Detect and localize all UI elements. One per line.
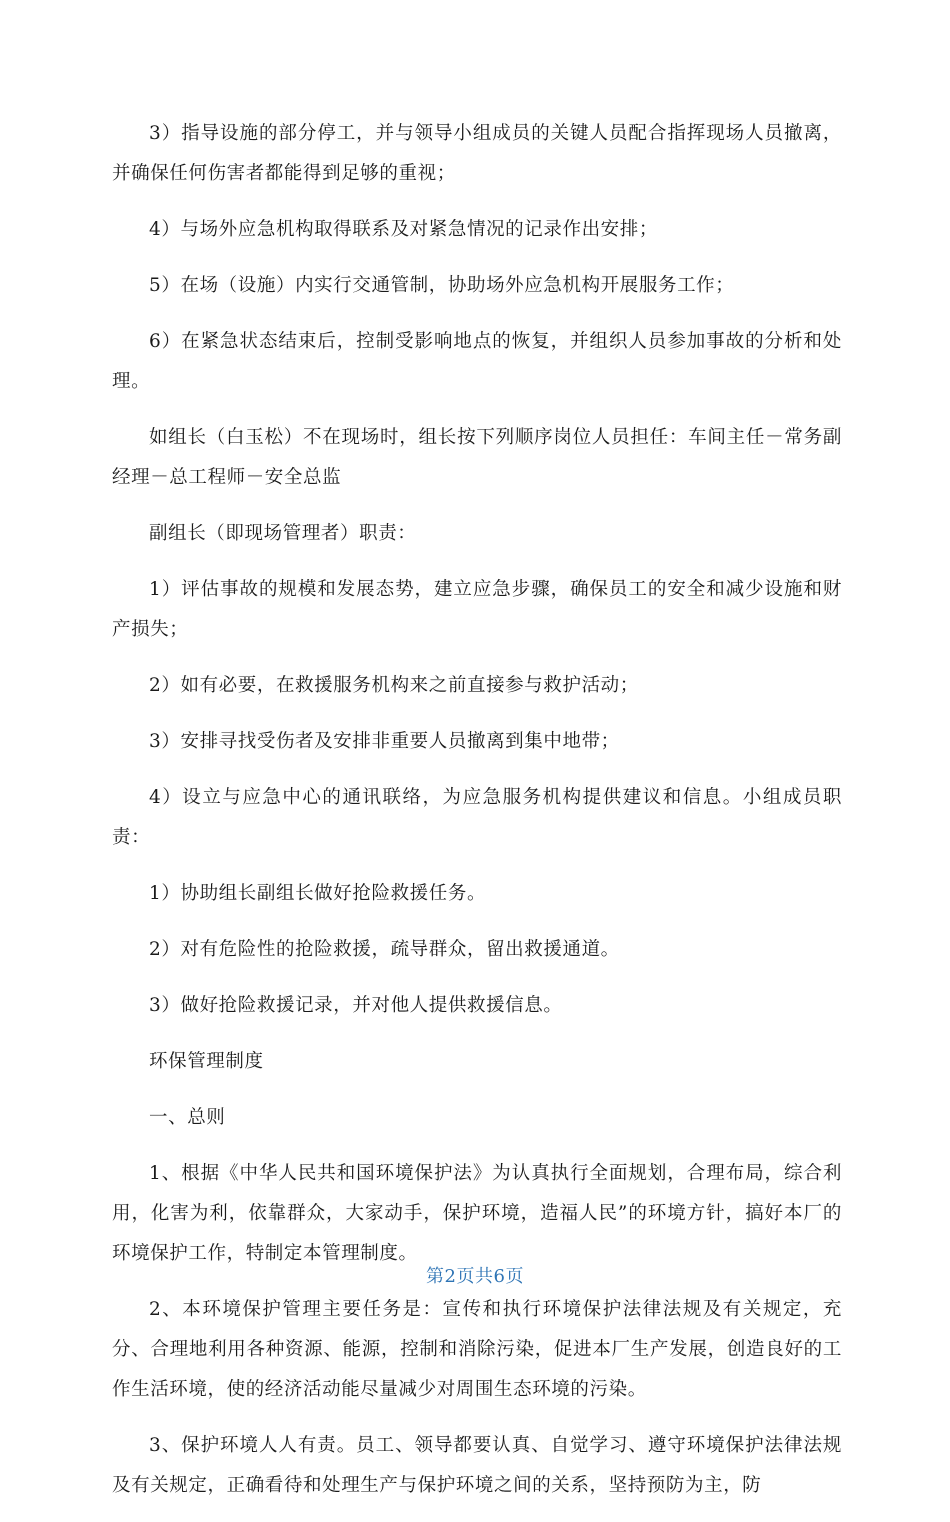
page-number-footer: 第2页共6页 <box>426 1266 524 1287</box>
paragraph: 1）协助组长副组长做好抢险救援任务。 <box>149 883 487 904</box>
paragraph: 3）做好抢险救援记录，并对他人提供救援信息。 <box>149 995 563 1016</box>
paragraph: 1）评估事故的规模和发展态势，建立应急步骤，确保员工的安全和减少设施和财产损失； <box>112 579 842 640</box>
paragraph: 6）在紧急状态结束后，控制受影响地点的恢复，并组织人员参加事故的分析和处理。 <box>112 331 842 392</box>
paragraph: 2、本环境保护管理主要任务是：宣传和执行环境保护法律法规及有关规定，充分、合理地利用各种资源、能源，控制和消除污染，促进本厂生产发展，创造良好的工作生活环境，使的经济活动能尽量减少对周围生态环境的污染。 <box>112 1299 842 1400</box>
paragraph: 4）设立与应急中心的通讯联络，为应急服务机构提供建议和信息。小组成员职责： <box>112 787 842 848</box>
document-body <box>112 114 842 1522</box>
paragraph: 3）指导设施的部分停工，并与领导小组成员的关键人员配合指挥现场人员撤离，并确保任何伤害者都能得到足够的重视； <box>112 123 842 184</box>
paragraph: 4）与场外应急机构取得联系及对紧急情况的记录作出安排； <box>149 219 658 240</box>
paragraph: 5）在场（设施）内实行交通管制，协助场外应急机构开展服务工作； <box>149 275 735 296</box>
paragraph: 3）安排寻找受伤者及安排非重要人员撤离到集中地带； <box>149 731 620 752</box>
paragraph: 3、保护环境人人有责。员工、领导都要认真、自觉学习、遵守环境保护法律法规及有关规定，正确看待和处理生产与保护环境之间的关系，坚持预防为主，防 <box>112 1435 842 1496</box>
section-heading: 副组长（即现场管理者）职责： <box>149 523 417 544</box>
paragraph: 如组长（白玉松）不在现场时，组长按下列顺序岗位人员担任：车间主任－常务副经理－总工程师－安全总监 <box>112 427 842 488</box>
paragraph: 1、根据《中华人民共和国环境保护法》为认真执行全面规划，合理布局，综合利用，化害为利，依靠群众，大家动手，保护环境，造福人民”的环境方针，搞好本厂的环境保护工作，特制定本管理制度。 <box>112 1163 842 1264</box>
paragraph: 2）对有危险性的抢险救援，疏导群众，留出救援通道。 <box>149 939 620 960</box>
paragraph: 2）如有必要，在救援服务机构来之前直接参与救护活动； <box>149 675 639 696</box>
section-heading: 一、总则 <box>149 1107 226 1128</box>
section-title: 环保管理制度 <box>149 1051 264 1072</box>
